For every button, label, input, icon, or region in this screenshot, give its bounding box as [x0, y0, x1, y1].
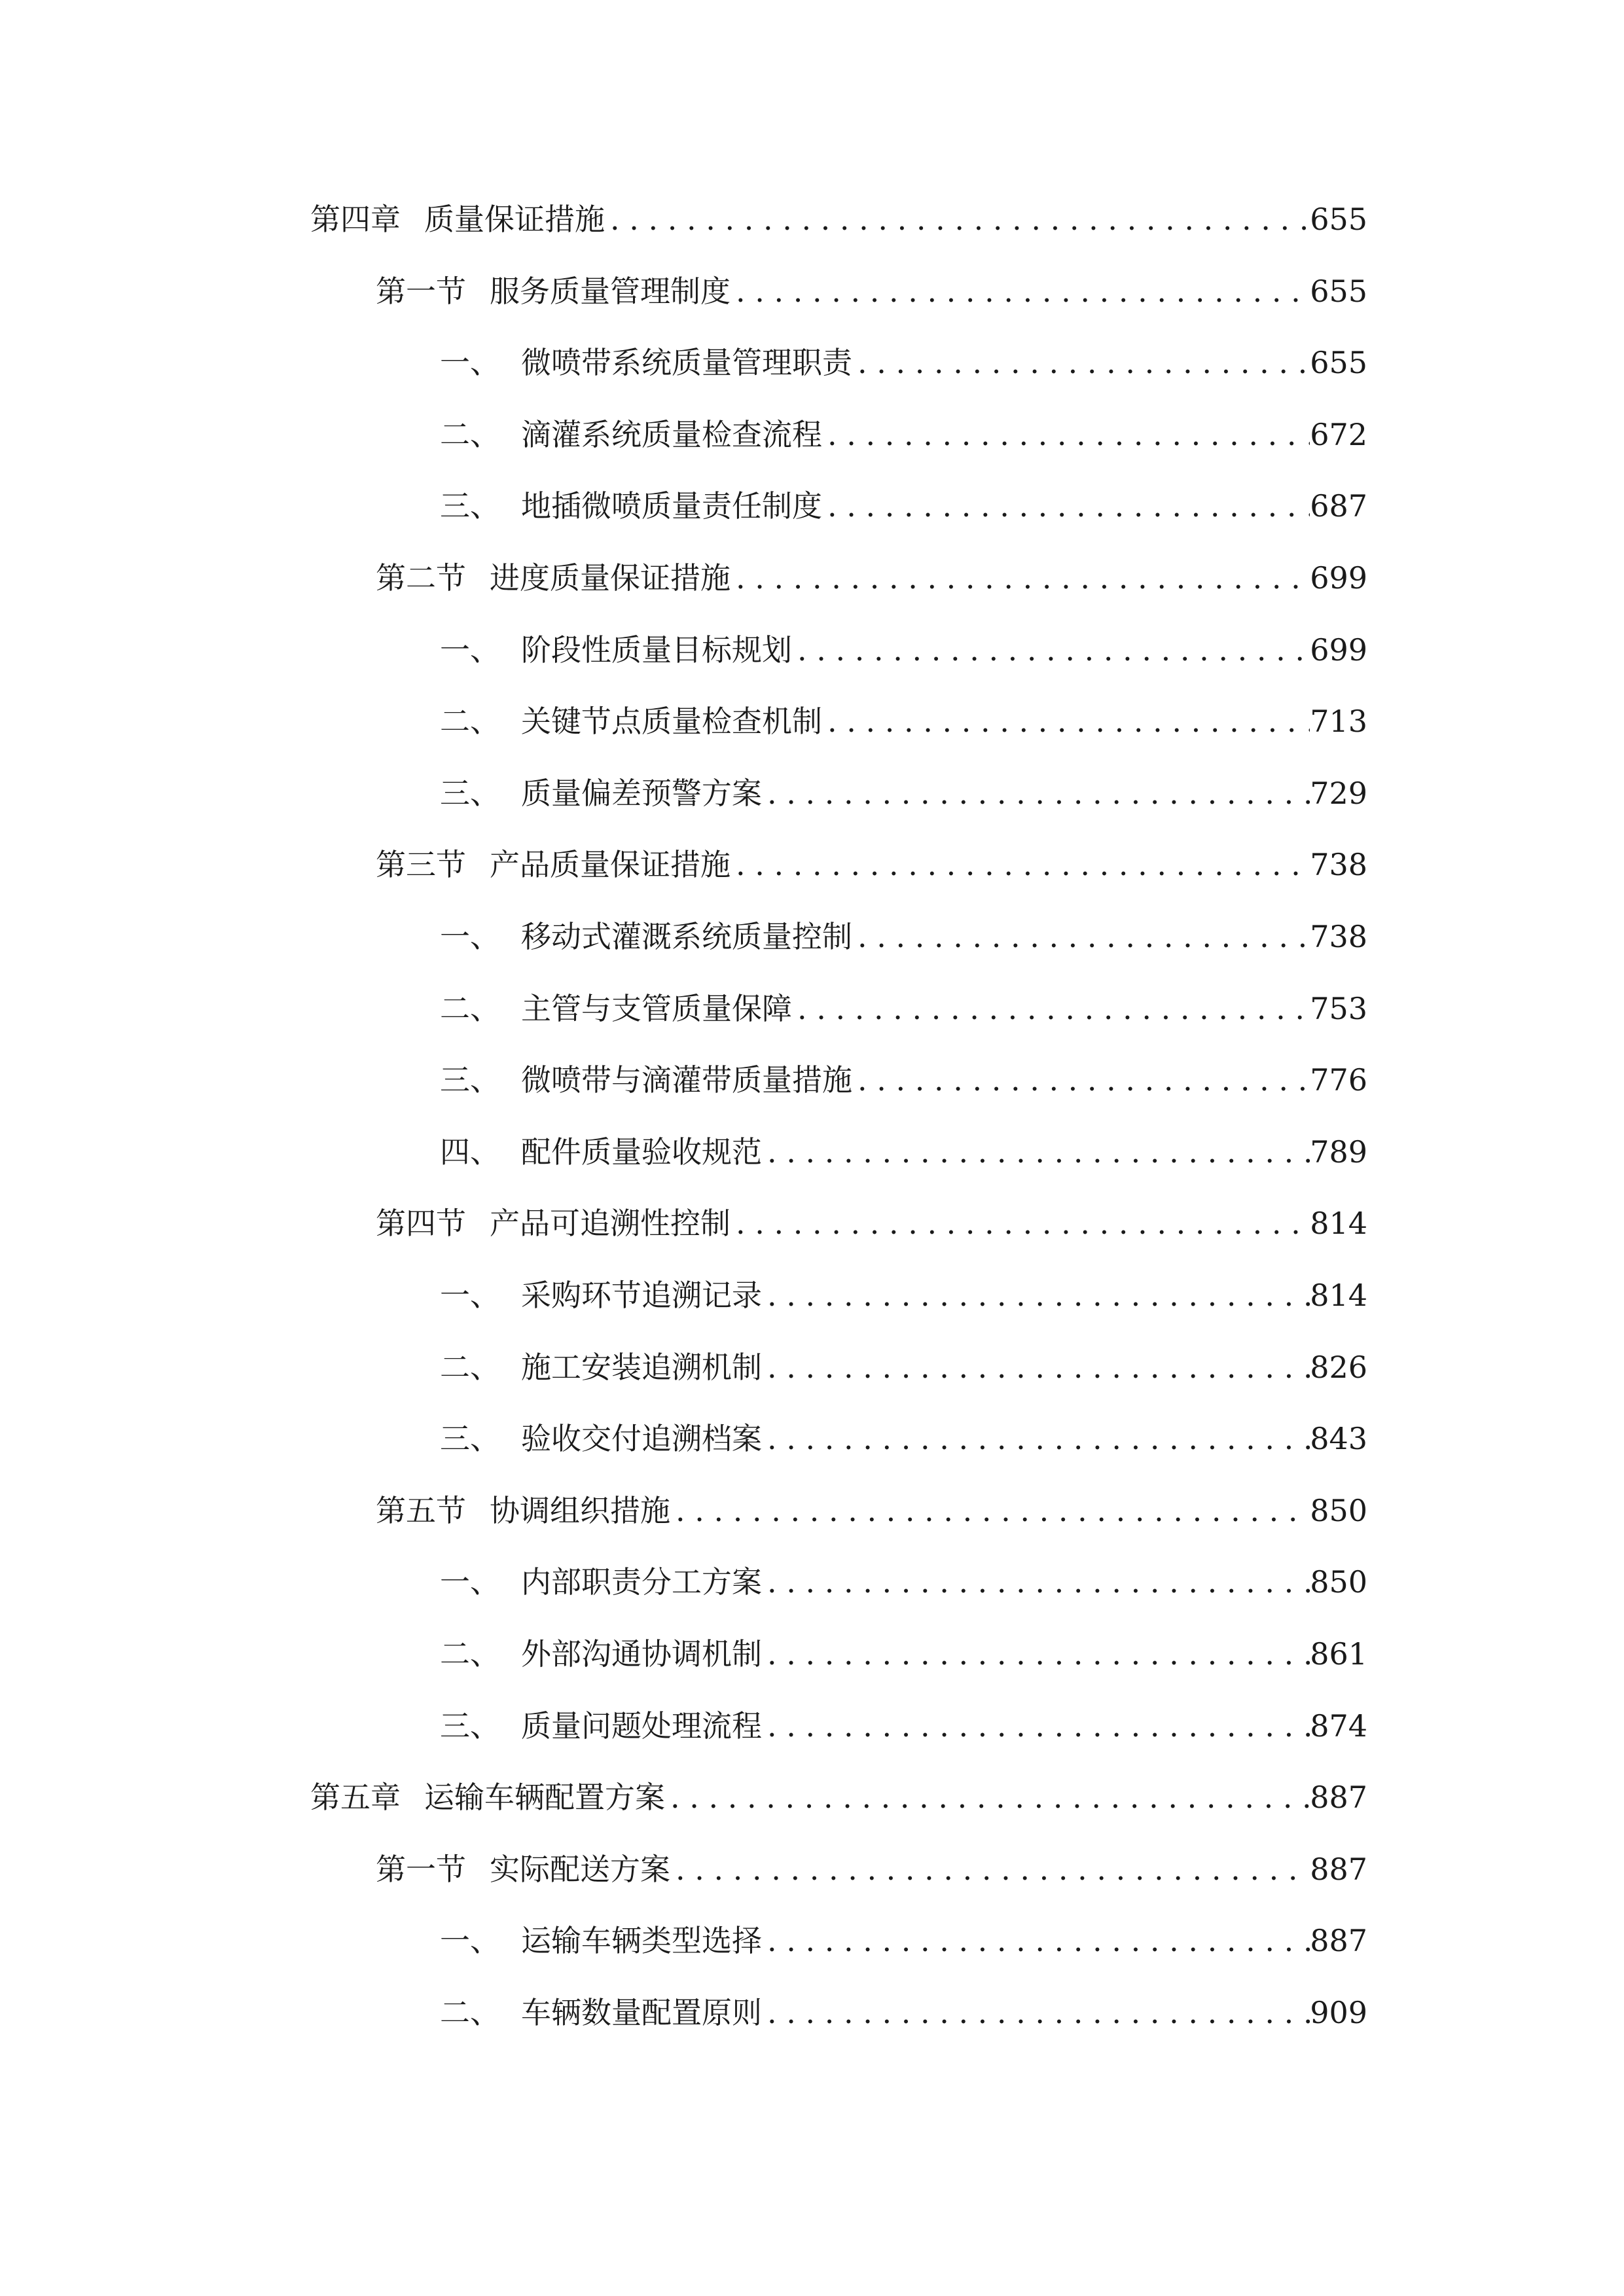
toc-entry-page-number: 655 — [1310, 202, 1367, 237]
toc-entry-page-number: 826 — [1310, 1349, 1367, 1385]
toc-entry[interactable] — [0, 1266, 1624, 1325]
toc-entry-number: 四、 — [440, 1134, 500, 1170]
toc-entry-number: 三、 — [440, 1062, 500, 1098]
toc-leader-dots — [762, 1624, 1310, 1683]
toc-entry-number: 第五章 — [310, 1780, 401, 1816]
toc-entry-number: 二、 — [440, 1636, 500, 1672]
toc-entry-title: 进度质量保证措施 — [490, 560, 731, 596]
toc-entry-title: 采购环节追溯记录 — [521, 1278, 762, 1313]
toc-leader-dots — [852, 907, 1310, 966]
toc-entry-number: 三、 — [440, 775, 500, 811]
toc-entry-number: 第四章 — [310, 202, 401, 237]
toc-entry-title: 微喷带与滴灌带质量措施 — [521, 1062, 852, 1098]
toc-entry-page-number: 850 — [1310, 1492, 1367, 1528]
toc-entry-page-number: 655 — [1310, 273, 1367, 309]
toc-entry-title: 质量问题处理流程 — [521, 1708, 762, 1744]
toc-leader-dots — [822, 476, 1310, 535]
toc-entry-number: 一、 — [440, 1564, 500, 1600]
toc-entry-title: 主管与支管质量保障 — [521, 990, 792, 1026]
toc-entry[interactable] — [0, 1624, 1624, 1683]
toc-leader-dots — [822, 405, 1310, 464]
toc-leader-dots — [762, 1409, 1310, 1468]
toc-entry-title: 产品质量保证措施 — [490, 847, 731, 883]
toc-entry[interactable] — [0, 262, 1624, 321]
toc-entry-title: 验收交付追溯档案 — [521, 1421, 762, 1457]
toc-entry-number: 第一节 — [376, 273, 466, 309]
toc-entry[interactable] — [0, 1338, 1624, 1397]
toc-entry-number: 第五节 — [376, 1492, 466, 1528]
toc-entry[interactable] — [0, 1122, 1624, 1181]
toc-entry-number: 第二节 — [376, 560, 466, 596]
toc-entry[interactable] — [0, 1840, 1624, 1899]
toc-entry-title: 运输车辆配置方案 — [424, 1780, 665, 1816]
toc-entry[interactable] — [0, 1696, 1624, 1755]
toc-entry[interactable] — [0, 1481, 1624, 1540]
toc-entry-title: 配件质量验收规范 — [521, 1134, 762, 1170]
toc-entry-title: 质量偏差预警方案 — [521, 775, 762, 811]
toc-entry-title: 移动式灌溉系统质量控制 — [521, 919, 852, 954]
toc-leader-dots — [731, 548, 1310, 607]
toc-leader-dots — [762, 1911, 1310, 1970]
toc-leader-dots — [731, 262, 1310, 321]
toc-entry-page-number: 814 — [1310, 1278, 1367, 1313]
toc-entry-page-number: 729 — [1310, 775, 1367, 811]
toc-entry-number: 二、 — [440, 1995, 500, 2030]
toc-leader-dots — [762, 1122, 1310, 1181]
toc-entry-page-number: 874 — [1310, 1708, 1367, 1744]
toc-entry-page-number: 713 — [1310, 704, 1367, 740]
toc-entry-page-number: 887 — [1310, 1851, 1367, 1887]
toc-entry-title: 外部沟通协调机制 — [521, 1636, 762, 1672]
toc-entry[interactable] — [0, 620, 1624, 679]
toc-entry-title: 产品可追溯性控制 — [490, 1206, 731, 1242]
toc-entry-title: 阶段性质量目标规划 — [521, 632, 792, 668]
toc-entry-page-number: 909 — [1310, 1995, 1367, 2030]
toc-entry-number: 二、 — [440, 990, 500, 1026]
toc-entry-title: 滴灌系统质量检查流程 — [521, 416, 822, 452]
toc-entry-number: 三、 — [440, 488, 500, 524]
toc-entry[interactable] — [0, 764, 1624, 823]
toc-entry-page-number: 776 — [1310, 1062, 1367, 1098]
toc-entry-page-number: 687 — [1310, 488, 1367, 524]
toc-entry-title: 施工安装追溯机制 — [521, 1349, 762, 1385]
toc-entry-page-number: 843 — [1310, 1421, 1367, 1457]
toc-entry[interactable] — [0, 1983, 1624, 2042]
toc-leader-dots — [762, 1266, 1310, 1325]
toc-entry[interactable] — [0, 835, 1624, 894]
toc-entry-number: 三、 — [440, 1708, 500, 1744]
toc-entry-number: 一、 — [440, 345, 500, 381]
toc-entry-page-number: 850 — [1310, 1564, 1367, 1600]
toc-leader-dots — [605, 190, 1310, 249]
toc-entry-page-number: 699 — [1310, 632, 1367, 668]
toc-entry-page-number: 672 — [1310, 416, 1367, 452]
toc-entry-page-number: 814 — [1310, 1206, 1367, 1242]
toc-leader-dots — [762, 1983, 1310, 2042]
toc-entry-title: 关键节点质量检查机制 — [521, 704, 822, 740]
toc-entry-page-number: 789 — [1310, 1134, 1367, 1170]
toc-leader-dots — [822, 692, 1310, 751]
toc-entry-page-number: 887 — [1310, 1923, 1367, 1959]
toc-leader-dots — [762, 764, 1310, 823]
toc-entry-title: 实际配送方案 — [490, 1851, 670, 1887]
toc-leader-dots — [731, 835, 1310, 894]
toc-entry[interactable] — [0, 1050, 1624, 1109]
toc-entry[interactable] — [0, 1768, 1624, 1827]
toc-entry[interactable] — [0, 333, 1624, 392]
toc-entry[interactable] — [0, 1409, 1624, 1468]
toc-entry-number: 三、 — [440, 1421, 500, 1457]
toc-entry-page-number: 655 — [1310, 345, 1367, 381]
toc-leader-dots — [852, 1050, 1310, 1109]
toc-entry-number: 一、 — [440, 1923, 500, 1959]
toc-leader-dots — [670, 1481, 1310, 1540]
toc-entry[interactable] — [0, 1552, 1624, 1611]
toc-entry-title: 质量保证措施 — [424, 202, 605, 237]
toc-entry-title: 内部职责分工方案 — [521, 1564, 762, 1600]
toc-leader-dots — [731, 1194, 1310, 1253]
toc-entry-title: 车辆数量配置原则 — [521, 1995, 762, 2030]
toc-entry[interactable] — [0, 190, 1624, 249]
toc-entry-page-number: 753 — [1310, 990, 1367, 1026]
toc-entry[interactable] — [0, 979, 1624, 1038]
toc-entry-page-number: 861 — [1310, 1636, 1367, 1672]
toc-entry-title: 协调组织措施 — [490, 1492, 670, 1528]
toc-entry-page-number: 699 — [1310, 560, 1367, 596]
toc-entry-title: 服务质量管理制度 — [490, 273, 731, 309]
toc-leader-dots — [852, 333, 1310, 392]
toc-entry-page-number: 738 — [1310, 919, 1367, 954]
toc-entry-page-number: 887 — [1310, 1780, 1367, 1816]
toc-entry[interactable] — [0, 405, 1624, 464]
toc-leader-dots — [665, 1768, 1310, 1827]
toc-entry-number: 二、 — [440, 704, 500, 740]
toc-entry[interactable] — [0, 548, 1624, 607]
toc-leader-dots — [762, 1338, 1310, 1397]
toc-entry-number: 第一节 — [376, 1851, 466, 1887]
toc-entry-number: 第四节 — [376, 1206, 466, 1242]
toc-entry-number: 一、 — [440, 1278, 500, 1313]
toc-entry-number: 一、 — [440, 919, 500, 954]
toc-leader-dots — [792, 979, 1310, 1038]
toc-leader-dots — [792, 620, 1310, 679]
toc-entry-title: 运输车辆类型选择 — [521, 1923, 762, 1959]
toc-entry-number: 二、 — [440, 1349, 500, 1385]
toc-entry-title: 微喷带系统质量管理职责 — [521, 345, 852, 381]
toc-leader-dots — [670, 1840, 1310, 1899]
toc-leader-dots — [762, 1552, 1310, 1611]
toc-leader-dots — [762, 1696, 1310, 1755]
toc-entry-page-number: 738 — [1310, 847, 1367, 883]
toc-entry[interactable] — [0, 907, 1624, 966]
toc-entry-number: 二、 — [440, 416, 500, 452]
toc-entry-title: 地插微喷质量责任制度 — [521, 488, 822, 524]
toc-entry-number: 一、 — [440, 632, 500, 668]
toc-entry[interactable] — [0, 692, 1624, 751]
toc-entry[interactable] — [0, 476, 1624, 535]
toc-entry[interactable] — [0, 1911, 1624, 1970]
toc-entry-number: 第三节 — [376, 847, 466, 883]
toc-entry[interactable] — [0, 1194, 1624, 1253]
